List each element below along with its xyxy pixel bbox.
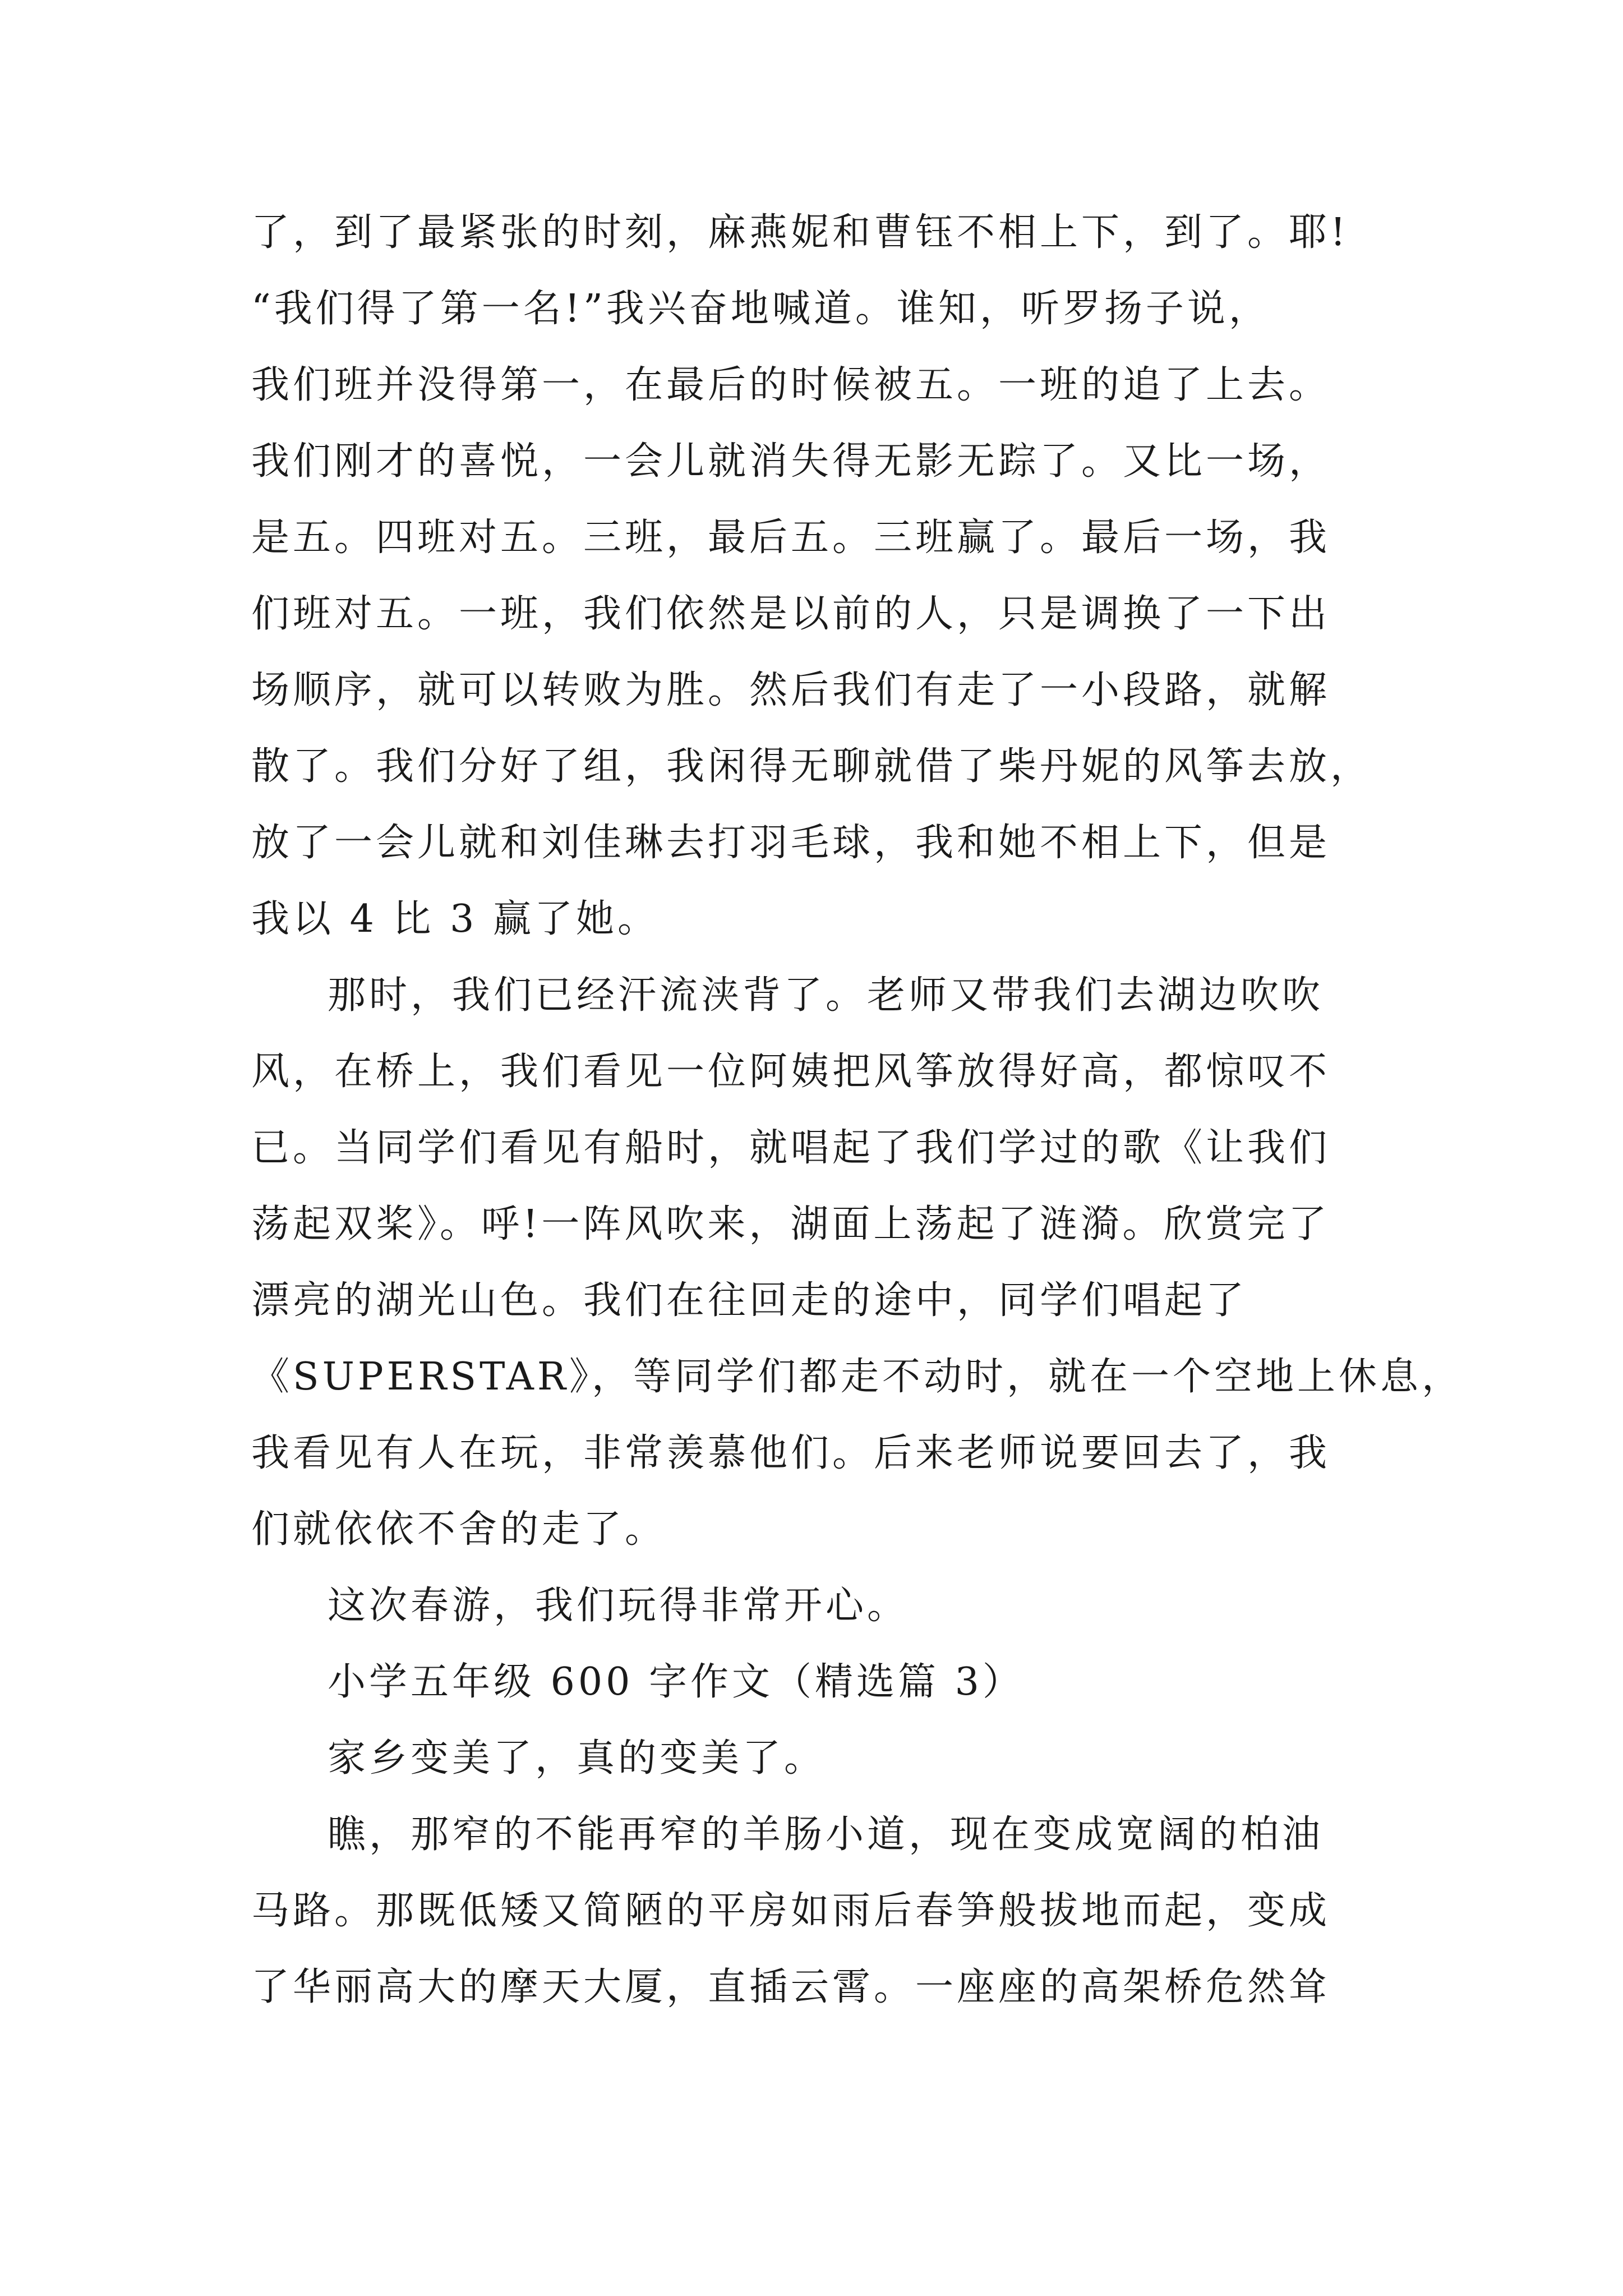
text-line: “我们得了第一名!”我兴奋地喊道。谁知，听罗扬子说，	[251, 287, 1270, 331]
text-line: 场顺序，就可以转败为胜。然后我们有走了一小段路，就解	[251, 668, 1331, 712]
text-line: 我们班并没得第一，在最后的时候被五。一班的追了上去。	[251, 363, 1331, 407]
text-line: 我看见有人在玩，非常羡慕他们。后来老师说要回去了，我	[251, 1431, 1331, 1475]
text-line: 了，到了最紧张的时刻，麻燕妮和曹钰不相上下，到了。耶!	[251, 210, 1349, 255]
paragraph-first-line: 这次春游，我们玩得非常开心。	[328, 1584, 909, 1628]
text-line: 是五。四班对五。三班，最后五。三班赢了。最后一场，我	[251, 516, 1331, 560]
paragraph-first-line: 家乡变美了，真的变美了。	[328, 1736, 826, 1780]
text-line: 马路。那既低矮又简陋的平房如雨后春笋般拔地而起，变成	[251, 1889, 1331, 1933]
paragraph-first-line: 那时，我们已经汗流浃背了。老师又带我们去湖边吹吹	[328, 973, 1324, 1018]
text-line: 《SUPERSTAR》，等同学们都走不动时，就在一个空地上休息，	[251, 1355, 1464, 1399]
text-line: 散了。我们分好了组，我闲得无聊就借了柴丹妮的风筝去放，	[251, 744, 1372, 789]
text-line: 了华丽高大的摩天大厦，直插云霄。一座座的高架桥危然耸	[251, 1965, 1331, 2009]
text-line: 放了一会儿就和刘佳琳去打羽毛球，我和她不相上下，但是	[251, 821, 1331, 865]
text-line: 风，在桥上，我们看见一位阿姨把风筝放得好高，都惊叹不	[251, 1050, 1331, 1094]
text-line: 已。当同学们看见有船时，就唱起了我们学过的歌《让我们	[251, 1126, 1331, 1170]
text-line: 漂亮的湖光山色。我们在往回走的途中，同学们唱起了	[251, 1278, 1248, 1323]
paragraph-first-line: 瞧，那窄的不能再窄的羊肠小道，现在变成宽阔的柏油	[328, 1812, 1324, 1857]
text-line: 我以 4 比 3 赢了她。	[251, 897, 659, 941]
text-line: 荡起双桨》。呼!一阵风吹来，湖面上荡起了涟漪。欣赏完了	[251, 1202, 1330, 1246]
text-line: 我们刚才的喜悦，一会儿就消失得无影无踪了。又比一场，	[251, 439, 1331, 484]
text-line: 们班对五。一班，我们依然是以前的人，只是调换了一下出	[251, 592, 1331, 636]
text-line: 们就依依不舍的走了。	[251, 1507, 667, 1552]
section-heading: 小学五年级 600 字作文（精选篇 3）	[328, 1660, 1024, 1704]
